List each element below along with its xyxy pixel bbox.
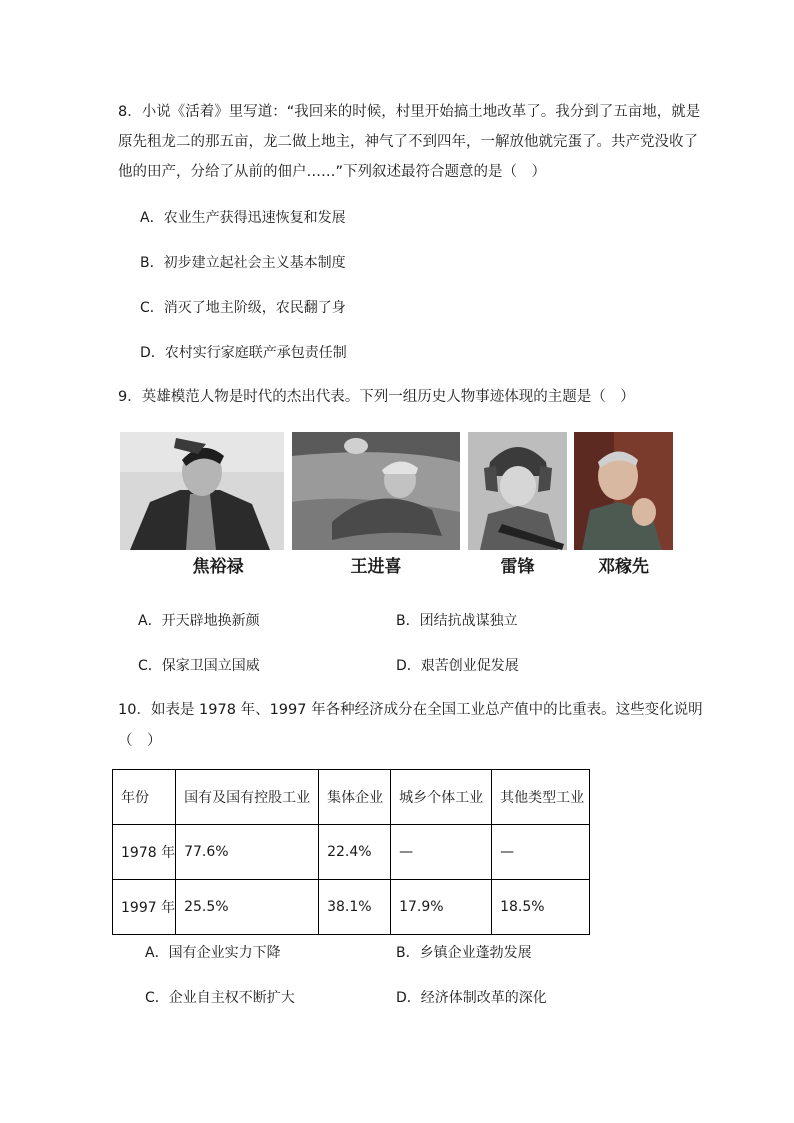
- table-row: [113, 825, 590, 880]
- table-cell: —: [492, 825, 590, 880]
- q8-stem-line-1: 8．小说《活着》里写道：“我回来的时候，村里开始搞土地改革了。我分到了五亩地，就是: [118, 104, 701, 120]
- table-header-cell: 年份: [113, 770, 176, 825]
- table-cell: 25.5%: [176, 880, 319, 935]
- q10-option-a: A．国有企业实力下降: [145, 945, 281, 961]
- q8-stem-line-3: 他的田产，分给了从前的佃户……”下列叙述最符合题意的是（ ）: [118, 164, 547, 180]
- q10-option-b: B．乡镇企业蓬勃发展: [396, 945, 532, 961]
- table-header-cell: 城乡个体工业: [391, 770, 492, 825]
- q10-stem-paren: （ ）: [118, 733, 162, 749]
- q10-stem: 10．如表是 1978 年、1997 年各种经济成分在全国工业总产值中的比重表。这些变化说明: [118, 702, 703, 718]
- economy-share-table: [112, 769, 590, 935]
- q8-option-b: B．初步建立起社会主义基本制度: [140, 255, 346, 271]
- table-cell: 1978 年: [113, 825, 176, 880]
- table-cell: 77.6%: [176, 825, 319, 880]
- photo-lei-feng: [468, 432, 567, 550]
- table-cell: 1997 年: [113, 880, 176, 935]
- table-cell: —: [391, 825, 492, 880]
- caption-jiao-yulu: 焦裕禄: [192, 557, 244, 577]
- table-row: [113, 880, 590, 935]
- q10-option-c: C．企业自主权不断扩大: [145, 990, 295, 1006]
- caption-lei-feng: 雷锋: [500, 557, 535, 577]
- caption-wang-jinxi: 王进喜: [350, 557, 402, 577]
- table-cell: 22.4%: [319, 825, 391, 880]
- q9-stem: 9．英雄模范人物是时代的杰出代表。下列一组历史人物事迹体现的主题是（ ）: [118, 389, 635, 405]
- table-cell: 18.5%: [492, 880, 590, 935]
- table-header-cell: 国有及国有控股工业: [176, 770, 319, 825]
- photo-deng-jiaxian: [574, 432, 673, 550]
- photo-wang-jinxi: [292, 432, 460, 550]
- q8-stem-line-2: 原先租龙二的那五亩，龙二做上地主，神气了不到四年，一解放他就完蛋了。共产党没收了: [118, 134, 698, 150]
- table-header-row: [113, 770, 590, 825]
- table-header-cell: 集体企业: [319, 770, 391, 825]
- q10-option-d: D．经济体制改革的深化: [396, 990, 547, 1006]
- q8-option-a: A．农业生产获得迅速恢复和发展: [140, 210, 346, 226]
- caption-deng-jiaxian: 邓稼先: [598, 557, 649, 577]
- table-cell: 38.1%: [319, 880, 391, 935]
- table-cell: 17.9%: [391, 880, 492, 935]
- table-header-cell: 其他类型工业: [492, 770, 590, 825]
- photo-jiao-yulu: [120, 432, 284, 550]
- q9-option-b: B．团结抗战谋独立: [396, 613, 518, 629]
- q8-option-c: C．消灭了地主阶级，农民翻了身: [140, 300, 346, 316]
- q9-option-d: D．艰苦创业促发展: [396, 658, 519, 674]
- q8-option-d: D．农村实行家庭联产承包责任制: [140, 345, 347, 361]
- q9-option-c: C．保家卫国立国威: [138, 658, 260, 674]
- q9-option-a: A．开天辟地换新颜: [138, 613, 260, 629]
